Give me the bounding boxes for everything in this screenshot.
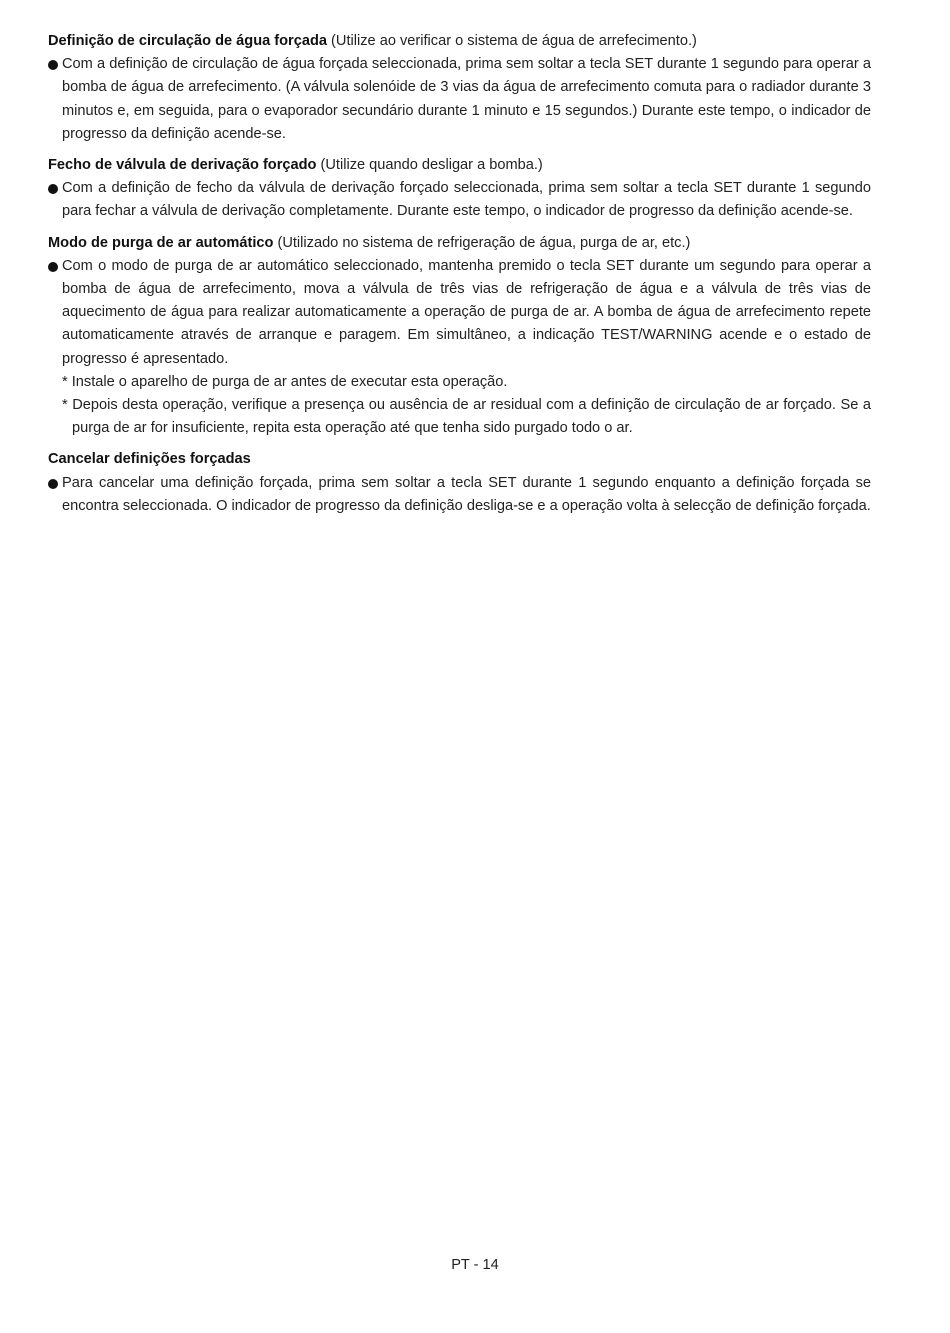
bullet-dot-icon — [48, 184, 58, 194]
bullet-dot-icon — [48, 60, 58, 70]
section-heading — [48, 232, 871, 255]
bullet-text: Para cancelar uma definição forçada, prima sem soltar a tecla SET durante 1 segundo enquanto a definição forçada se encontra seleccionada. O indicador de progresso da definição desliga-se e a operação volta à selecção de definição forçada. — [62, 474, 871, 514]
section-cancel-forced-settings — [48, 448, 871, 518]
section-heading-note: (Utilize quando desligar a bomba.) — [316, 157, 543, 174]
section-heading-title: Modo de purga de ar automático — [48, 234, 274, 251]
section-heading-note: (Utilize ao verificar o sistema de água de arrefecimento.) — [327, 33, 697, 49]
bullet-item — [48, 255, 871, 371]
section-forced-bypass-valve-close — [48, 154, 871, 224]
section-heading-title: Fecho de válvula de derivação forçado — [48, 157, 317, 174]
section-heading-title: Cancelar definições forçadas — [48, 451, 251, 468]
section-heading-note: (Utilizado no sistema de refrigeração de água, purga de ar, etc.) — [273, 234, 691, 251]
page-number: PT - 14 — [451, 1257, 499, 1273]
bullet-item — [48, 177, 871, 223]
bullet-dot-icon — [48, 479, 58, 489]
bullet-text: Com a definição de fecho da válvula de derivação forçado seleccionada, prima sem soltar a tecla SET durante 1 segundo para fechar a válvula de derivação completamente. Durante este tempo, o indicador de progresso da definição acende-se. — [62, 180, 871, 220]
section-heading — [48, 448, 871, 471]
document-body — [48, 30, 871, 526]
section-automatic-air-purge — [48, 232, 871, 441]
bullet-text: Com o modo de purga de ar automático seleccionado, mantenha premido o tecla SET durante um segundo para operar a bomba de água de arrefecimento, mova a válvula de três vias de refrigeração de água e a válvula de três vias de aquecimento de água para realizar automaticamente a operação de purga de ar. A bomba de água de arrefecimento repete automaticamente através de arranque e paragem. Em simultâneo, a indicação TEST/WARNING acende e o estado de progresso é apresentado. — [62, 257, 871, 367]
bullet-dot-icon — [48, 262, 58, 272]
section-heading-title: Definição de circulação de água forçada — [48, 33, 327, 49]
section-forced-water-circulation — [48, 30, 871, 146]
note-item: * Depois desta operação, verifique a presença ou ausência de ar residual com a definição de circulação de ar forçado. Se a purga de ar for insuficiente, repita esta operação até que tenha sido purgado todo o ar. — [62, 397, 871, 437]
bullet-text: Com a definição de circulação de água forçada seleccionada, prima sem soltar a tecla SET durante 1 segundo para operar a bomba de água de arrefecimento. (A válvula solenóide de 3 vias da água de arrefecimento comuta para o radiador durante 3 minutos e, em seguida, para o evaporador secundário durante 1 minuto e 15 segundos.) Durante este tempo, o indicador de progresso da definição acende-se. — [62, 56, 871, 142]
section-heading — [48, 154, 871, 177]
bullet-item — [48, 53, 871, 146]
section-heading — [48, 30, 871, 53]
note-item: * Instale o aparelho de purga de ar antes de executar esta operação. — [62, 373, 508, 390]
bullet-item — [48, 472, 871, 518]
